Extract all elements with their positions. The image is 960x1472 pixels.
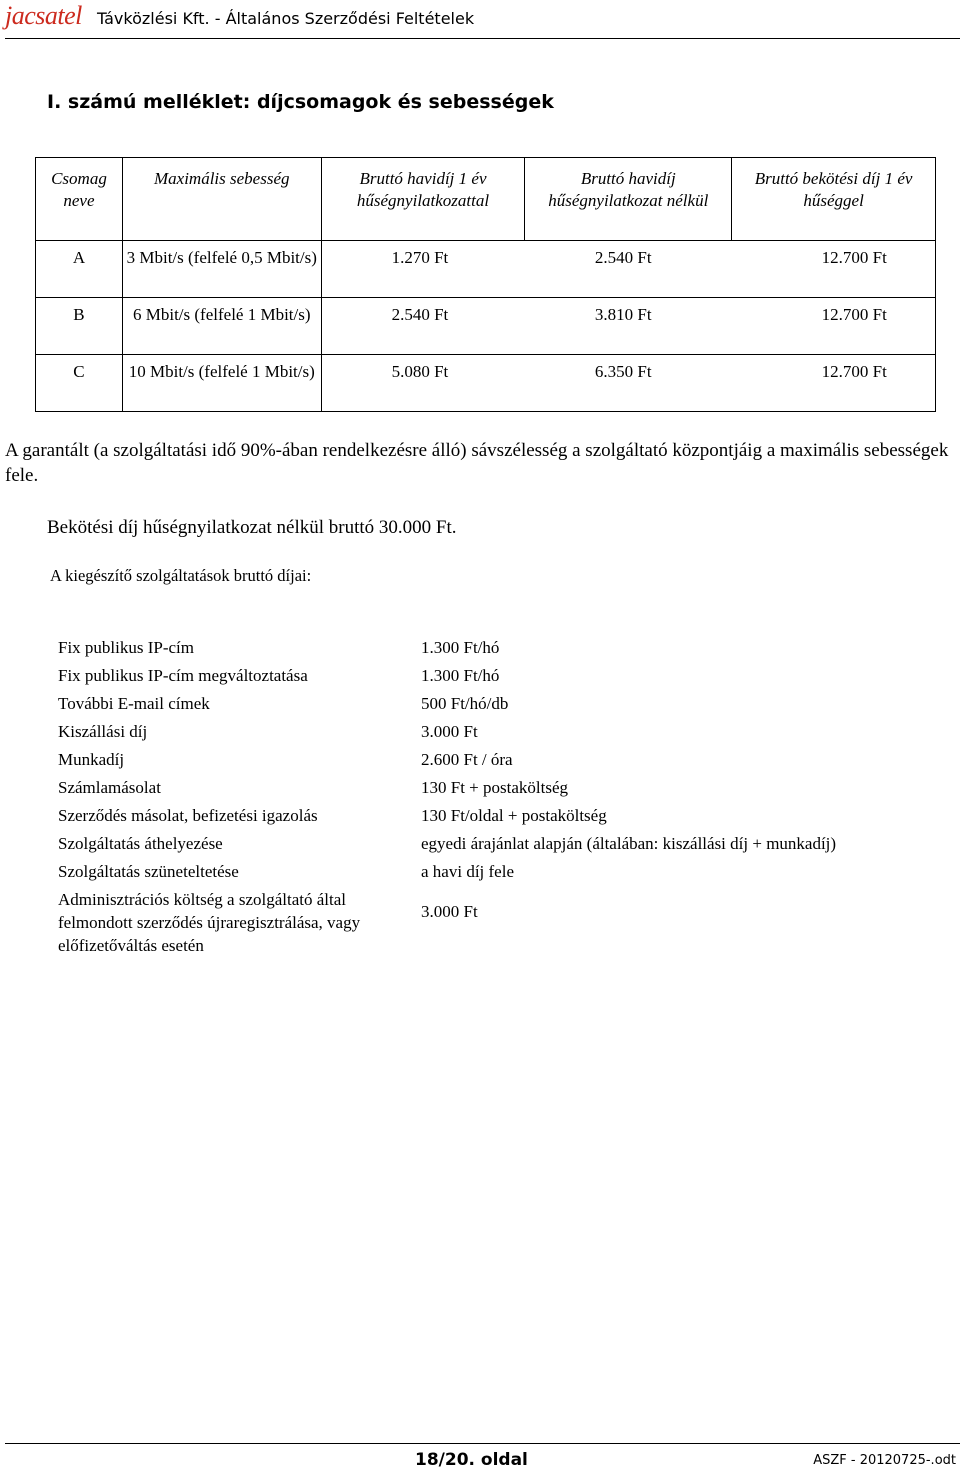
page-number: 18/20. oldal bbox=[415, 1450, 528, 1470]
connection-fee-cell: 12.700 Ft bbox=[732, 241, 936, 298]
list-item bbox=[58, 692, 938, 720]
extras-intro: A kiegészítő szolgáltatások bruttó díjai: bbox=[50, 566, 312, 585]
service-name: További E-mail címek bbox=[58, 694, 210, 713]
column-header-max-speed: Maximális sebesség bbox=[122, 158, 321, 241]
connection-fee-cell: 12.700 Ft bbox=[732, 355, 936, 412]
table-row bbox=[36, 355, 936, 412]
guaranteed-bandwidth-note: A garantált (a szolgáltatási idő 90%-ában rendelkezésre álló) sávszélesség a szolgáltató központjáig a maximális sebességek fele. bbox=[5, 440, 949, 486]
table-row bbox=[36, 298, 936, 355]
service-price: 130 Ft + postaköltség bbox=[421, 778, 569, 797]
service-name: Szerződés másolat, befizetési igazolás bbox=[58, 806, 318, 825]
document-name: ASZF - 20120725-.odt bbox=[813, 1453, 956, 1468]
package-name-cell: B bbox=[36, 298, 123, 355]
column-header-fee-with-loyalty: Bruttó havidíj 1 év hűségnyilatkozattal bbox=[321, 158, 525, 241]
list-item bbox=[58, 720, 938, 748]
service-price: 1.300 Ft/hó bbox=[421, 638, 500, 657]
service-price: 1.300 Ft/hó bbox=[421, 666, 500, 685]
service-name: Kiszállási díj bbox=[58, 722, 148, 741]
company-logo bbox=[5, 1, 82, 31]
package-name-cell: A bbox=[36, 241, 123, 298]
service-price: 3.000 Ft bbox=[421, 722, 478, 741]
fee-with-loyalty-cell: 5.080 Ft bbox=[321, 355, 525, 412]
list-item bbox=[58, 748, 938, 776]
list-item bbox=[58, 664, 938, 692]
fee-without-loyalty-cell: 3.810 Ft bbox=[525, 298, 732, 355]
service-name: Munkadíj bbox=[58, 750, 125, 769]
service-name: Fix publikus IP-cím megváltoztatása bbox=[58, 666, 308, 685]
service-name: Szolgáltatás szüneteltetése bbox=[58, 862, 239, 881]
service-name: Szolgáltatás áthelyezése bbox=[58, 834, 223, 853]
column-header-fee-without-loyalty: Bruttó havidíj hűségnyilatkozat nélkül bbox=[525, 158, 732, 241]
extra-services-list bbox=[58, 636, 938, 964]
list-item bbox=[58, 860, 938, 888]
logo-text-jacsa: jacsa bbox=[5, 1, 58, 30]
service-name: Adminisztrációs költség a szolgáltató által felmondott szerződés újraregisztrálása, vagy előfizetőváltás esetén bbox=[58, 890, 361, 955]
table-row bbox=[36, 241, 936, 298]
service-name: Fix publikus IP-cím bbox=[58, 638, 195, 657]
list-item bbox=[58, 832, 938, 860]
list-item bbox=[58, 804, 938, 832]
service-price: egyedi árajánlat alapján (általában: kiszállási díj + munkadíj) bbox=[421, 834, 837, 853]
fee-without-loyalty-cell: 2.540 Ft bbox=[525, 241, 732, 298]
page-footer bbox=[5, 1443, 960, 1472]
max-speed-cell: 10 Mbit/s (felfelé 1 Mbit/s) bbox=[122, 355, 321, 412]
fee-with-loyalty-cell: 2.540 Ft bbox=[321, 298, 525, 355]
service-price: 130 Ft/oldal + postaköltség bbox=[421, 806, 607, 825]
list-item bbox=[58, 776, 938, 804]
connection-fee-note: Bekötési díj hűségnyilatkozat nélkül bruttó 30.000 Ft. bbox=[47, 517, 457, 538]
page-header bbox=[5, 0, 960, 39]
service-price: a havi díj fele bbox=[421, 862, 514, 881]
list-item bbox=[58, 888, 938, 964]
table-header-row bbox=[36, 158, 936, 241]
list-item bbox=[58, 636, 938, 664]
connection-fee-cell: 12.700 Ft bbox=[732, 298, 936, 355]
service-name: Számlamásolat bbox=[58, 778, 161, 797]
header-title: Távközlési Kft. - Általános Szerződési Feltételek bbox=[97, 9, 475, 28]
service-price: 500 Ft/hó/db bbox=[421, 694, 509, 713]
fee-without-loyalty-cell: 6.350 Ft bbox=[525, 355, 732, 412]
service-price: 3.000 Ft bbox=[421, 902, 478, 921]
packages-table bbox=[35, 157, 936, 412]
max-speed-cell: 6 Mbit/s (felfelé 1 Mbit/s) bbox=[122, 298, 321, 355]
column-header-package-name: Csomag neve bbox=[36, 158, 123, 241]
max-speed-cell: 3 Mbit/s (felfelé 0,5 Mbit/s) bbox=[122, 241, 321, 298]
fee-with-loyalty-cell: 1.270 Ft bbox=[321, 241, 525, 298]
column-header-connection-fee: Bruttó bekötési díj 1 év hűséggel bbox=[732, 158, 936, 241]
logo-text-tel: tel bbox=[57, 1, 82, 30]
section-title: I. számú melléklet: díjcsomagok és sebességek bbox=[47, 91, 554, 113]
service-price: 2.600 Ft / óra bbox=[421, 750, 513, 769]
package-name-cell: C bbox=[36, 355, 123, 412]
